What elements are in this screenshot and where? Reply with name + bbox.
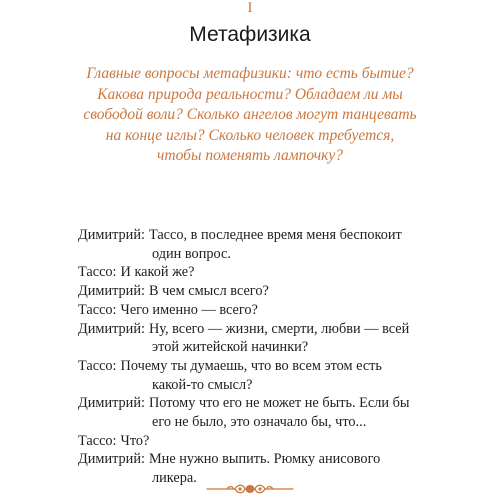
chapter-title: Метафизика: [189, 23, 311, 46]
dialogue: [78, 226, 478, 488]
speech-text: Мне нужно выпить. Рюмку анисового: [148, 451, 381, 468]
speaker-name: Димитрий:: [78, 227, 145, 243]
speaker-name: Димитрий:: [78, 395, 145, 412]
speech-text: Потому что его не может не быть. Если бы: [148, 395, 410, 412]
epigraph-line: Какова природа реальности? Обладаем ли мы: [97, 85, 403, 103]
speaker-name: Тассо:: [78, 357, 117, 374]
dialogue-line: [78, 357, 478, 376]
speech-text: один вопрос.: [152, 245, 231, 262]
epigraph-line: Главные вопросы метафизики: что есть бытие?: [86, 65, 414, 82]
speaker-name: Димитрий:: [78, 451, 145, 468]
epigraph-line: на конце иглы? Сколько человек требуется,: [105, 126, 395, 144]
speaker-name: Тассо:: [78, 264, 117, 281]
speech-text: какой-то смысл?: [152, 376, 253, 393]
dialogue-line: [78, 301, 478, 320]
chapter-number: I: [247, 0, 253, 16]
epigraph: [50, 64, 450, 167]
dialogue-line: [78, 413, 478, 432]
speech-text: этой житейской начинки?: [152, 339, 309, 356]
decorative-flourish-icon: [205, 483, 295, 495]
dialogue-line: [78, 450, 478, 469]
epigraph-line: свободой воли? Сколько ангелов могут танцевать: [83, 106, 417, 124]
dialogue-line: [78, 338, 478, 357]
epigraph-line: чтобы поменять лампочку?: [157, 147, 343, 165]
speaker-name: Тассо:: [78, 301, 117, 318]
dialogue-line: [78, 394, 478, 413]
speech-text: И какой же?: [120, 264, 195, 281]
speaker-name: Димитрий:: [78, 320, 145, 337]
dialogue-line: [78, 376, 478, 395]
speech-text: Чего именно — всего?: [120, 301, 258, 318]
speaker-name: Димитрий:: [78, 283, 145, 300]
speech-text: Почему ты думаешь, что во всем этом есть: [120, 357, 382, 374]
dialogue-line: [78, 432, 478, 451]
speaker-name: Тассо:: [78, 432, 117, 449]
dialogue-line: [78, 320, 478, 339]
dialogue-line: [78, 282, 478, 301]
speech-text: Что?: [120, 432, 150, 449]
speech-text: ликера.: [152, 470, 197, 487]
speech-text: Ну, всего — жизни, смерти, любви — всей: [148, 320, 410, 337]
speech-text: Тассо, в последнее время меня беспокоит: [148, 227, 402, 243]
speech-text: В чем смысл всего?: [148, 283, 269, 300]
dialogue-line: [78, 226, 478, 245]
dialogue-line: [78, 263, 478, 282]
dialogue-line: [78, 245, 478, 264]
speech-text: его не было, это означало бы, что...: [152, 414, 367, 431]
